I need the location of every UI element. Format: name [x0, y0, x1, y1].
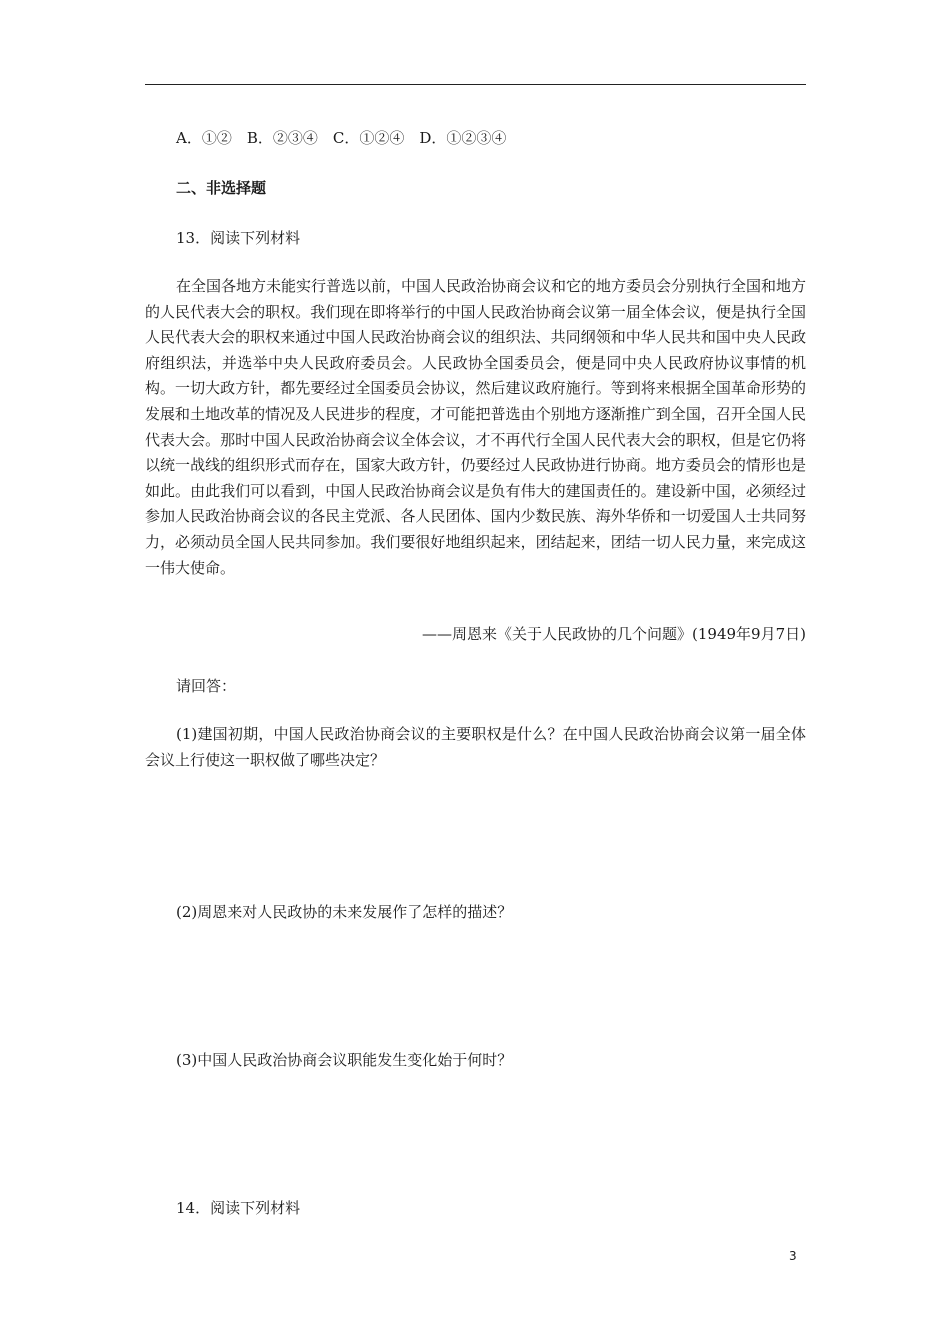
section-title: 二、非选择题 [176, 179, 267, 197]
question-13-material: 在全国各地方未能实行普选以前，中国人民政治协商会议和它的地方委员会分别执行全国和地方的人民代表大会的职权。我们现在即将举行的中国人民政治协商会议第一届全体会议，便是执行全国人民代表大会的职权来通过中国人民政治协商会议的组织法、共同纲领和中华人民共和国中央人民政府组织法，并选举中央人民政府委员会。人民政协全国委员会，便是同中央人民政府协议事情的机构。一切大政方针，都先要经过全国委员会协议，然后建议政府施行。等到将来根据全国革命形势的发展和土地改革的情况及人民进步的程度，才可能把普选由个别地方逐渐推广到全国，召开全国人民代表大会。那时中国人民政治协商会议全体会议，才不再代行全国人民代表大会的职权，但是它仍将以统一战线的组织形式而存在，国家大政方针，仍要经过人民政协进行协商。地方委员会的情形也是如此。由此我们可以看到，中国人民政治协商会议是负有伟大的建国责任的。建设新中国，必须经过参加人民政治协商会议的各民主党派、各人民团体、国内少数民族、海外华侨和一切爱国人士共同努力，必须动员全国人民共同参加。我们要很好地组织起来，团结起来，团结一切人民力量，来完成这一伟大使命。 [145, 277, 807, 577]
question-13-sub-3: (3)中国人民政治协商会议职能发生变化始于何时？ [176, 1051, 513, 1069]
material-source: ——周恩来《关于人民政协的几个问题》(1949年9月7日) [422, 625, 806, 643]
question-13-sub-2: (2)周恩来对人民政协的未来发展作了怎样的描述？ [176, 903, 513, 921]
answer-prompt: 请回答： [176, 677, 237, 695]
question-13-sub-1: (1)建国初期，中国人民政治协商会议的主要职权是什么？在中国人民政治协商会议第一届全体会议上行使这一职权做了哪些决定？ [145, 725, 806, 769]
question-14-label: 14．阅读下列材料 [176, 1199, 301, 1217]
header-rule [145, 84, 806, 85]
answer-options: A．①② B．②③④ C．①②④ D．①②③④ [176, 129, 507, 147]
question-13-label: 13．阅读下列材料 [176, 229, 301, 247]
page-number: 3 [789, 1249, 797, 1263]
